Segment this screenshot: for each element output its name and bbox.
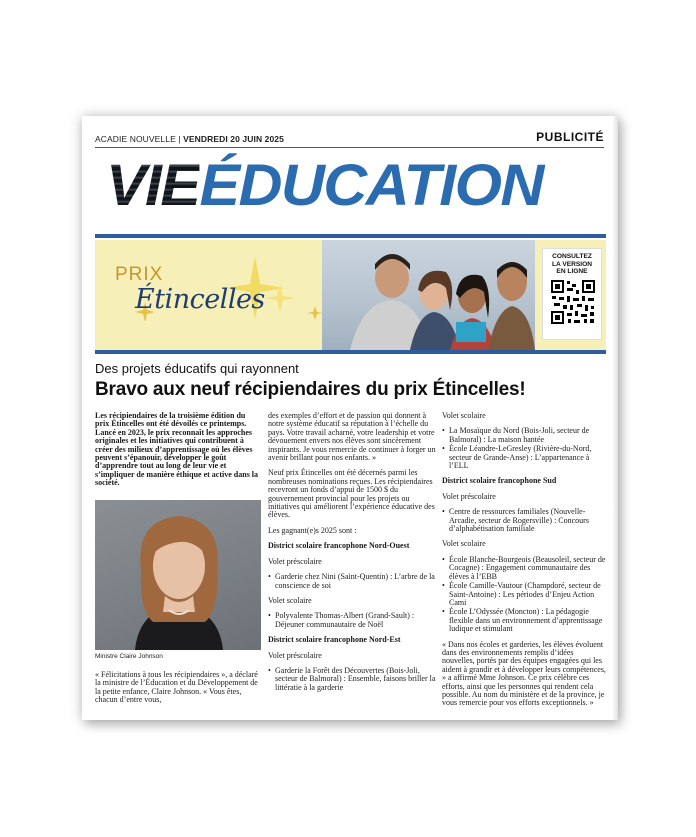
winners-intro: Les gagnant(e)s 2025 sont : xyxy=(268,525,357,535)
header-rule xyxy=(95,147,604,148)
winner-item: • École Camille-Vautour (Champdoré, secteur de Saint-Antoine) : Les périodes d’Enjeu Action Cami xyxy=(442,582,608,607)
winner-item: • Centre de ressources familiales (Nouvelle-Arcadie, secteur de Rogersville) : Concours d’alphabétisation familiale xyxy=(442,508,608,533)
category-label: Volet scolaire xyxy=(442,539,486,549)
photo-caption: Ministre Claire Johnson xyxy=(95,653,163,660)
winner-item: • La Mosaïque du Nord (Bois-Joli, secteur de Balmoral) : La maison hantée xyxy=(442,427,608,444)
district-heading: District scolaire francophone Nord-Est xyxy=(268,635,401,645)
column-2 xyxy=(268,412,436,699)
winner-list xyxy=(268,573,436,590)
article-kicker: Des projets éducatifs qui rayonnent xyxy=(95,361,299,376)
masthead-education: ÉDUCATION xyxy=(199,153,543,218)
qr-code-icon[interactable] xyxy=(550,279,596,325)
students-photo xyxy=(322,240,535,350)
minister-portrait xyxy=(95,500,261,650)
category-label: Volet préscolaire xyxy=(268,650,322,660)
masthead-title xyxy=(106,154,600,218)
qr-code-box[interactable]: CONSULTEZ LA VERSION EN LIGNE xyxy=(542,248,602,340)
article-headline: Bravo aux neuf récipiendaires du prix Étincelles! xyxy=(95,379,526,400)
winner-item: • Polyvalente Thomas-Albert (Grand-Sault) : Déjeuner communautaire de Noël xyxy=(268,612,436,629)
closing-quote: « Dans nos écoles et garderies, les élèves évoluent dans des environnements remplis d’idées nouvelles, portés par des équipes engagées qui les aident à grandir et à développer leurs compétences, » a affirmé Mme Johnson. Ce prix célèbre ces efforts, ainsi que les personnes qui rendent cela possible. Au nom du ministère et de la province, je vous remercie pour vos efforts exceptionnels. » xyxy=(442,639,606,708)
students-illustration xyxy=(322,240,535,350)
district-heading: District scolaire francophone Sud xyxy=(442,476,557,486)
winner-item: • École L’Odyssée (Moncton) : La pédagogie flexible dans un environnement d’apprentissage ludique et stimulant xyxy=(442,608,608,633)
minister-photo xyxy=(95,500,261,650)
winner-item: • École Léandre-LeGresley (Rivière-du-Nord, secteur de Grande-Anse) : L’appartenance à l’ELL xyxy=(442,445,608,470)
banner-rule-bottom xyxy=(95,350,606,354)
category-label: Volet préscolaire xyxy=(268,556,322,566)
winner-list xyxy=(268,612,436,629)
winner-item: • Garderie la Forêt des Découvertes (Bois-Joli, secteur de Balmoral) : Ensemble, faisons briller la littératie à la garderie xyxy=(268,667,436,692)
column-3 xyxy=(442,412,608,715)
header-line xyxy=(95,130,604,144)
category-label: Volet scolaire xyxy=(442,411,486,420)
winner-item: • Garderie chez Nini (Saint-Quentin) : L’arbre de la conscience de soi xyxy=(268,573,436,590)
winner-item: • École Blanche-Bourgeois (Beausoleil, secteur de Cocagne) : Engagement communautaire des élèves à l’EBB xyxy=(442,556,608,581)
category-label: Volet préscolaire xyxy=(442,491,496,501)
column-1 xyxy=(95,412,261,495)
etincelles-logo: Étincelles xyxy=(135,284,265,315)
banner-rule-top xyxy=(95,234,606,238)
winner-list xyxy=(268,667,436,692)
section-label: PUBLICITÉ xyxy=(536,130,604,144)
minister-quote: « Félicitations à tous les récipiendaires », a déclaré la ministre de l’Éducation et du Développement de la petite enfance, Claire Johnson. « Vous êtes, chacun d’entre vous, xyxy=(95,670,258,705)
quote-continued: des exemples d’effort et de passion qui donnent à notre système éducatif sa réputation à l’échelle du pays. Votre travail acharné, votre leadership et votre dévouement envers nos élèves sont sincèrement inspirants. Je vous remercie de continuer à forger un avenir brillant pour nos enfants. » xyxy=(268,411,436,463)
prix-label: PRIX xyxy=(115,264,164,285)
prix-etincelles-banner xyxy=(95,240,606,350)
winner-list xyxy=(442,556,608,634)
awards-paragraph: Neuf prix Étincelles ont été décernés parmi les nombreuses nominations reçues. Les récipiendaires recevront un fonds d’appui de 1500 $ du gouvernement provincial pour les projets ou initiatives qui améliorent l’expérience éducative des élèves. xyxy=(268,468,435,520)
article-lead: Les récipiendaires de la troisième édition du prix Étincelles ont été dévoilés ce printemps. Lancé en 2023, le prix reconnaît les approches originales et les initiatives qui contribuent à créer des milieux d’apprentissage où les élèves peuvent s’épanouir, développer le goût d’apprendre tout au long de leur vie et s’impliquer de manière éthique et active dans la société. xyxy=(95,411,259,488)
category-label: Volet scolaire xyxy=(268,595,312,605)
masthead-vie: VIE xyxy=(106,153,200,218)
newspaper-page xyxy=(82,116,618,720)
district-heading: District scolaire francophone Nord-Ouest xyxy=(268,541,410,551)
issue-date: ACADIE NOUVELLE | VENDREDI 20 JUIN 2025 xyxy=(95,134,284,144)
winner-list xyxy=(442,427,608,470)
winner-list xyxy=(442,508,608,533)
column-1-continued xyxy=(95,671,261,705)
